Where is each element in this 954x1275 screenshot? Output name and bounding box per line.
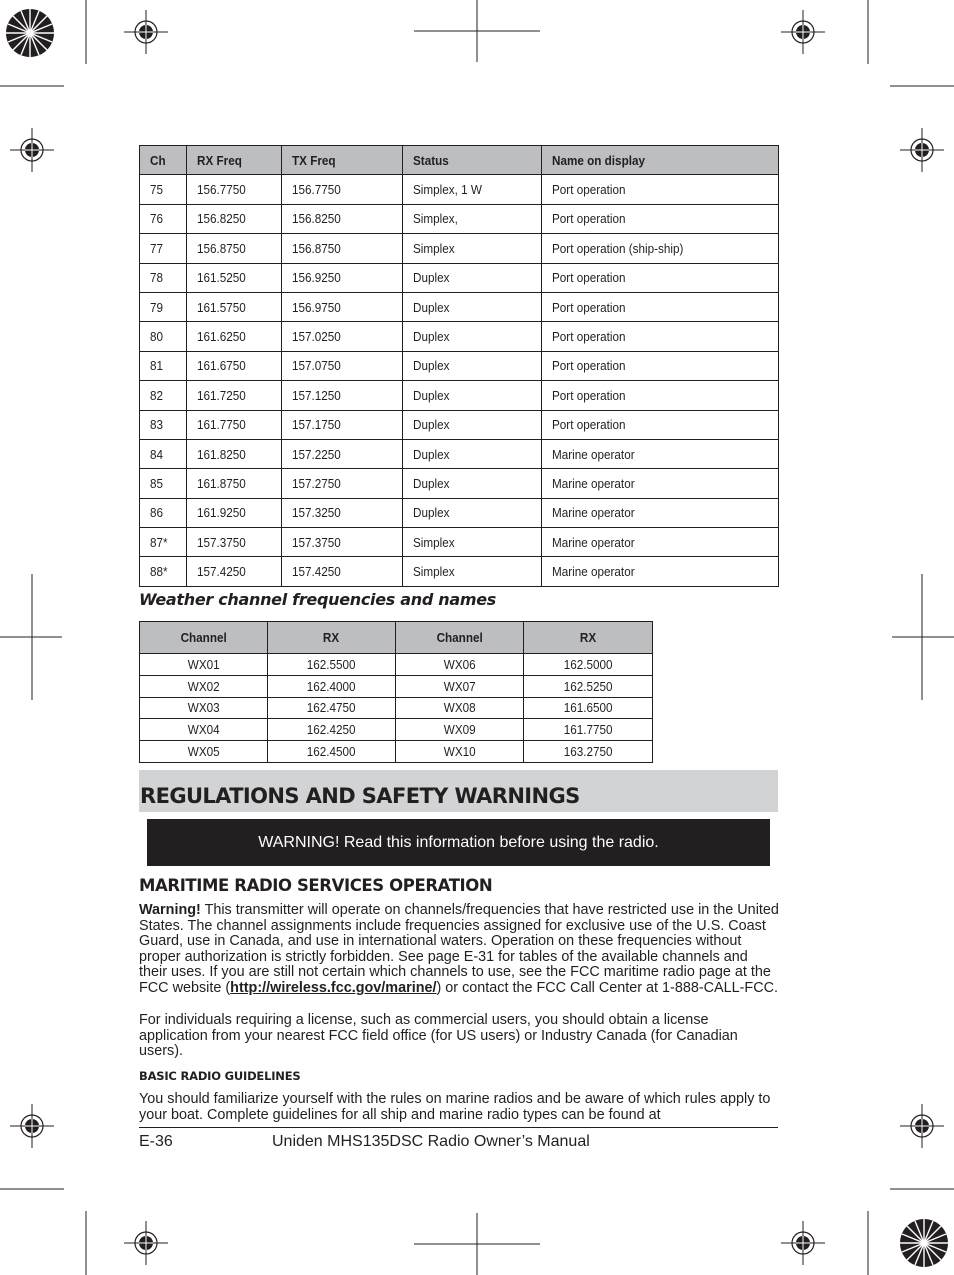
table-cell: Marine operator bbox=[542, 528, 779, 557]
table-row bbox=[140, 410, 779, 439]
table-cell: 157.1250 bbox=[282, 381, 403, 410]
table-cell: Port operation bbox=[542, 322, 779, 351]
table-row bbox=[140, 381, 779, 410]
table-cell: Port operation (ship-ship) bbox=[542, 234, 779, 263]
basic-guidelines-paragraph: You should familiarize yourself with the rules on marine radios and be aware of which rules apply to your boat. Complete guidelines for all ship and marine radio types can be found at bbox=[139, 1091, 771, 1123]
table-cell: 162.4500 bbox=[268, 741, 396, 763]
table-cell: 157.0250 bbox=[282, 322, 403, 351]
table-cell: Duplex bbox=[403, 439, 542, 468]
table-cell: 157.3250 bbox=[282, 498, 403, 527]
manual-title: Uniden MHS135DSC Radio Owner’s Manual bbox=[272, 1133, 590, 1150]
table-cell: Duplex bbox=[403, 351, 542, 380]
table-cell: Port operation bbox=[542, 381, 779, 410]
table-row bbox=[140, 292, 779, 321]
column-header: RX Freq bbox=[187, 146, 282, 175]
column-header: Channel bbox=[140, 622, 268, 654]
column-header: Status bbox=[403, 146, 542, 175]
table-cell: 156.7750 bbox=[282, 175, 403, 204]
table-cell: Duplex bbox=[403, 292, 542, 321]
table-cell: WX10 bbox=[396, 741, 524, 763]
table-header-row bbox=[140, 146, 779, 175]
table-cell: 76 bbox=[140, 204, 187, 233]
table-cell: Duplex bbox=[403, 469, 542, 498]
channel-table bbox=[139, 145, 779, 587]
column-header: TX Freq bbox=[282, 146, 403, 175]
table-cell: Duplex bbox=[403, 498, 542, 527]
table-cell: 75 bbox=[140, 175, 187, 204]
table-cell: Port operation bbox=[542, 263, 779, 292]
table-cell: 157.4250 bbox=[282, 557, 403, 586]
table-cell: 162.4250 bbox=[268, 719, 396, 741]
table-cell: 161.7750 bbox=[524, 719, 653, 741]
column-header: RX bbox=[268, 622, 396, 654]
maritime-paragraph: Warning! This transmitter will operate on channels/frequencies that have restricted use in the United States. The channel assignments include frequencies assigned for exclusive use of the U.S. Coast Guard, use in Canada, and use in international waters. Operation on these frequencies without proper authorization is strictly forbidden. See page E-31 for tables of the available channels and their uses. If you are still not certain which channels to use, see the FCC maritime radio page at the FCC website (http://wireless.fcc.gov/marine/) or contact the FCC Call Center at 1-888-CALL-FCC. bbox=[139, 902, 779, 996]
table-row bbox=[140, 697, 653, 719]
table-cell: Simplex bbox=[403, 528, 542, 557]
table-cell: 161.8250 bbox=[187, 439, 282, 468]
table-cell: 157.3750 bbox=[187, 528, 282, 557]
table-cell: 88* bbox=[140, 557, 187, 586]
table-cell: 161.5750 bbox=[187, 292, 282, 321]
page-number: E-36 bbox=[139, 1133, 173, 1150]
table-row bbox=[140, 557, 779, 586]
warning-label: Warning! bbox=[139, 902, 201, 918]
table-cell: WX01 bbox=[140, 654, 268, 676]
table-cell: WX03 bbox=[140, 697, 268, 719]
warning-text: WARNING! Read this information before using the radio. bbox=[258, 833, 659, 851]
table-cell: 156.9750 bbox=[282, 292, 403, 321]
table-cell: 161.7750 bbox=[187, 410, 282, 439]
table-cell: 77 bbox=[140, 234, 187, 263]
table-cell: WX04 bbox=[140, 719, 268, 741]
table-cell: 162.5500 bbox=[268, 654, 396, 676]
table-row bbox=[140, 234, 779, 263]
weather-table bbox=[139, 621, 653, 763]
table-cell: Port operation bbox=[542, 351, 779, 380]
table-cell: Marine operator bbox=[542, 439, 779, 468]
table-cell: Port operation bbox=[542, 175, 779, 204]
table-cell: 87* bbox=[140, 528, 187, 557]
table-cell: 85 bbox=[140, 469, 187, 498]
table-cell: WX05 bbox=[140, 741, 268, 763]
table-cell: 157.2750 bbox=[282, 469, 403, 498]
table-cell: Simplex, bbox=[403, 204, 542, 233]
table-cell: 78 bbox=[140, 263, 187, 292]
footer-divider bbox=[139, 1127, 778, 1128]
column-header: RX bbox=[524, 622, 653, 654]
table-cell: Simplex bbox=[403, 557, 542, 586]
warning-box bbox=[147, 819, 770, 866]
table-cell: Marine operator bbox=[542, 469, 779, 498]
table-cell: 157.1750 bbox=[282, 410, 403, 439]
table-cell: 161.8750 bbox=[187, 469, 282, 498]
table-cell: 162.4000 bbox=[268, 675, 396, 697]
table-cell: Simplex, 1 W bbox=[403, 175, 542, 204]
table-row bbox=[140, 263, 779, 292]
maritime-title: MARITIME RADIO SERVICES OPERATION bbox=[139, 876, 493, 895]
table-cell: 157.3750 bbox=[282, 528, 403, 557]
table-row bbox=[140, 469, 779, 498]
table-cell: Duplex bbox=[403, 410, 542, 439]
table-row bbox=[140, 654, 653, 676]
table-cell: WX07 bbox=[396, 675, 524, 697]
table-row bbox=[140, 498, 779, 527]
table-row bbox=[140, 675, 653, 697]
table-cell: 157.2250 bbox=[282, 439, 403, 468]
table-cell: 82 bbox=[140, 381, 187, 410]
weather-section-title: Weather channel frequencies and names bbox=[139, 590, 497, 609]
table-cell: 163.2750 bbox=[524, 741, 653, 763]
table-cell: 83 bbox=[140, 410, 187, 439]
table-cell: 156.7750 bbox=[187, 175, 282, 204]
table-cell: 161.5250 bbox=[187, 263, 282, 292]
column-header: Channel bbox=[396, 622, 524, 654]
column-header: Name on display bbox=[542, 146, 779, 175]
table-row bbox=[140, 175, 779, 204]
table-cell: 161.9250 bbox=[187, 498, 282, 527]
table-cell: 79 bbox=[140, 292, 187, 321]
table-cell: 162.5000 bbox=[524, 654, 653, 676]
table-cell: Duplex bbox=[403, 322, 542, 351]
table-cell: 157.4250 bbox=[187, 557, 282, 586]
table-cell: WX08 bbox=[396, 697, 524, 719]
table-cell: 157.0750 bbox=[282, 351, 403, 380]
table-cell: 81 bbox=[140, 351, 187, 380]
table-cell: Port operation bbox=[542, 410, 779, 439]
regulations-title: REGULATIONS AND SAFETY WARNINGS bbox=[140, 784, 580, 808]
starburst-icon bbox=[6, 9, 54, 57]
table-cell: WX02 bbox=[140, 675, 268, 697]
column-header: Ch bbox=[140, 146, 187, 175]
table-cell: Duplex bbox=[403, 263, 542, 292]
table-cell: 84 bbox=[140, 439, 187, 468]
license-paragraph: For individuals requiring a license, such as commercial users, you should obtain a license application from your nearest FCC field office (for US users) or Industry Canada (for Canadian users). bbox=[139, 1012, 738, 1060]
fcc-link[interactable]: http://wireless.fcc.gov/marine/ bbox=[230, 979, 437, 996]
table-cell: WX09 bbox=[396, 719, 524, 741]
table-cell: 162.5250 bbox=[524, 675, 653, 697]
table-cell: 86 bbox=[140, 498, 187, 527]
table-cell: 156.8250 bbox=[282, 204, 403, 233]
table-row bbox=[140, 528, 779, 557]
table-row bbox=[140, 204, 779, 233]
table-cell: Marine operator bbox=[542, 498, 779, 527]
table-cell: 156.8250 bbox=[187, 204, 282, 233]
table-row bbox=[140, 322, 779, 351]
table-row bbox=[140, 351, 779, 380]
table-row bbox=[140, 741, 653, 763]
table-cell: Marine operator bbox=[542, 557, 779, 586]
table-cell: WX06 bbox=[396, 654, 524, 676]
table-header-row bbox=[140, 622, 653, 654]
table-row bbox=[140, 439, 779, 468]
table-cell: 156.9250 bbox=[282, 263, 403, 292]
table-cell: Simplex bbox=[403, 234, 542, 263]
starburst-icon bbox=[900, 1219, 948, 1267]
table-cell: Duplex bbox=[403, 381, 542, 410]
table-cell: 156.8750 bbox=[282, 234, 403, 263]
table-cell: 162.4750 bbox=[268, 697, 396, 719]
table-cell: 156.8750 bbox=[187, 234, 282, 263]
table-cell: 80 bbox=[140, 322, 187, 351]
table-row bbox=[140, 719, 653, 741]
table-cell: 161.6250 bbox=[187, 322, 282, 351]
table-cell: Port operation bbox=[542, 292, 779, 321]
basic-guidelines-title: BASIC RADIO GUIDELINES bbox=[139, 1069, 301, 1083]
table-cell: 161.6750 bbox=[187, 351, 282, 380]
table-cell: Port operation bbox=[542, 204, 779, 233]
table-cell: 161.7250 bbox=[187, 381, 282, 410]
table-cell: 161.6500 bbox=[524, 697, 653, 719]
